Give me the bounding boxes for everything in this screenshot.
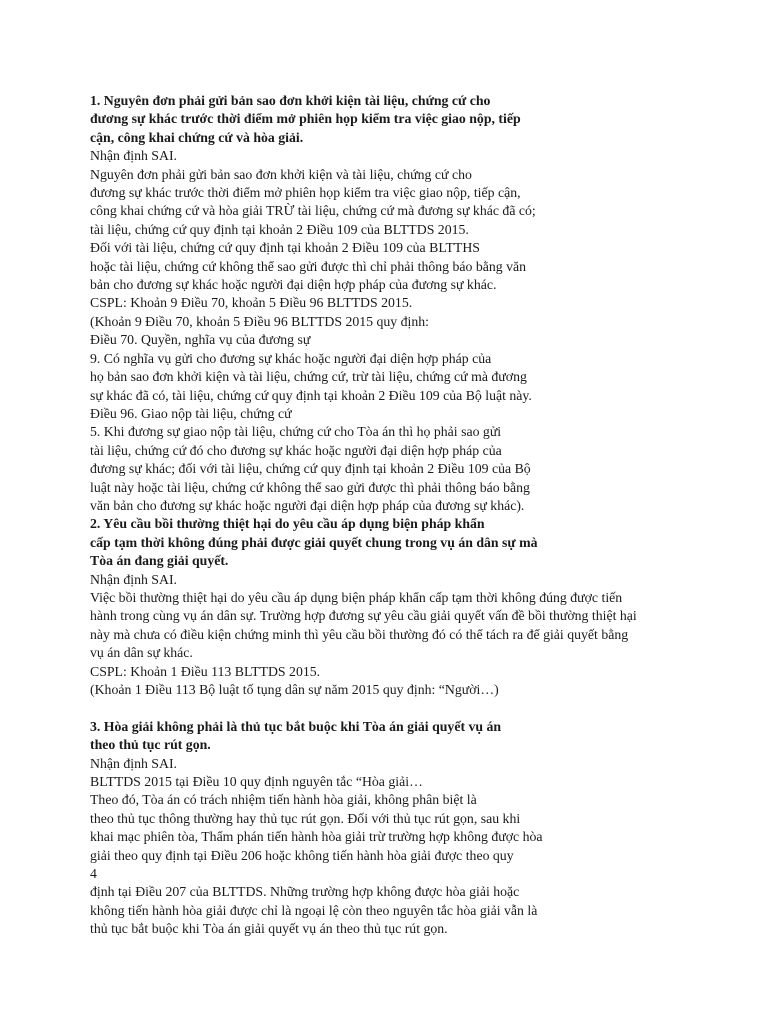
paragraph-gap: [90, 699, 710, 717]
section-heading: cận, công khai chứng cứ và hòa giải.: [90, 129, 304, 145]
body-text: tài liệu, chứng cứ đó cho đương sự khác hoặc người đại diện hợp pháp của: [90, 442, 502, 458]
document-page: [90, 92, 710, 939]
section-heading: đương sự khác trước thời điểm mở phiên họp kiểm tra việc giao nộp, tiếp: [90, 111, 521, 127]
body-text: công khai chứng cứ và hòa giải TRỪ tài liệu, chứng cứ mà đương sự khác đã có;: [90, 203, 536, 219]
body-text: họ bản sao đơn khởi kiện và tài liệu, chứng cứ, trừ tài liệu, chứng cứ mà đương: [90, 369, 527, 385]
page-number: 4: [90, 866, 97, 882]
legal-basis: CSPL: Khoản 9 Điều 70, khoản 5 Điều 96 BLTTDS 2015.: [90, 295, 413, 311]
section-1: [90, 92, 710, 515]
body-text: khai mạc phiên tòa, Thẩm phán tiến hành hòa giải trừ trường hợp không được hòa: [90, 829, 543, 845]
section-3: [90, 718, 710, 939]
body-text: không tiến hành hòa giải được chỉ là ngoại lệ còn theo nguyên tắc hòa giải vẫn là: [90, 902, 538, 918]
body-text: 9. Có nghĩa vụ gửi cho đương sự khác hoặc người đại diện hợp pháp của: [90, 350, 492, 366]
body-text: Theo đó, Tòa án có trách nhiệm tiến hành hòa giải, không phân biệt là: [90, 792, 477, 808]
body-text: Đối với tài liệu, chứng cứ quy định tại khoản 2 Điều 109 của BLTTHS: [90, 240, 480, 256]
body-text: này mà chưa có điều kiện chứng minh thì yêu cầu bồi thường đó có thể tách ra để giải quyết bằng: [90, 626, 629, 642]
body-text: luật này hoặc tài liệu, chứng cứ không thể sao gửi được thì phải thông báo bằng: [90, 479, 530, 495]
body-text: Nguyên đơn phải gửi bản sao đơn khởi kiện và tài liệu, chứng cứ cho: [90, 166, 472, 182]
body-text: thủ tục bắt buộc khi Tòa án giải quyết vụ án theo thủ tục rút gọn.: [90, 921, 448, 937]
body-text: theo thủ tục thông thường hay thủ tục rút gọn. Đối với thủ tục rút gọn, sau khi: [90, 810, 521, 826]
legal-basis: CSPL: Khoản 1 Điều 113 BLTTDS 2015.: [90, 663, 321, 679]
body-text: định tại Điều 207 của BLTTDS. Những trường hợp không được hòa giải hoặc: [90, 884, 520, 900]
article-title: Điều 70. Quyền, nghĩa vụ của đương sự: [90, 332, 311, 348]
section-heading: Tòa án đang giải quyết.: [90, 553, 229, 569]
verdict-text: Nhận định SAI.: [90, 571, 177, 587]
body-text: giải theo quy định tại Điều 206 hoặc không tiến hành hòa giải được theo quy: [90, 847, 514, 863]
verdict-text: Nhận định SAI.: [90, 755, 177, 771]
section-heading: 2. Yêu cầu bồi thường thiệt hại do yêu cầu áp dụng biện pháp khẩn: [90, 516, 485, 532]
body-text: (Khoản 1 Điều 113 Bộ luật tố tụng dân sự năm 2015 quy định: “Người…): [90, 682, 499, 697]
body-text: hành trong cùng vụ án dân sự. Trường hợp đương sự yêu cầu giải quyết vấn đề bồi thường thiệt hại: [90, 608, 637, 624]
body-text: 5. Khi đương sự giao nộp tài liệu, chứng cứ cho Tòa án thì họ phải sao gửi: [90, 424, 502, 440]
body-text: văn bản cho đương sự khác hoặc người đại diện hợp pháp của đương sự khác).: [90, 497, 525, 513]
body-text: hoặc tài liệu, chứng cứ không thể sao gửi được thì chỉ phải thông báo bằng văn: [90, 258, 527, 274]
article-title: Điều 96. Giao nộp tài liệu, chứng cứ: [90, 405, 292, 421]
body-text: vụ án dân sự khác.: [90, 645, 193, 661]
body-text: bản cho đương sự khác hoặc người đại diện hợp pháp của đương sự khác.: [90, 277, 497, 293]
verdict-text: Nhận định SAI.: [90, 148, 177, 164]
section-2: [90, 515, 710, 699]
body-text: BLTTDS 2015 tại Điều 10 quy định nguyên tắc “Hòa giải…: [90, 774, 423, 790]
body-text: đương sự khác trước thời điểm mở phiên họp kiểm tra việc giao nộp, tiếp cận,: [90, 185, 521, 201]
body-text: tài liệu, chứng cứ quy định tại khoản 2 Điều 109 của BLTTDS 2015.: [90, 221, 469, 237]
section-heading: cấp tạm thời không đúng phải được giải quyết chung trong vụ án dân sự mà: [90, 534, 538, 550]
section-heading: 1. Nguyên đơn phải gửi bản sao đơn khởi kiện tài liệu, chứng cứ cho: [90, 93, 491, 108]
section-heading: theo thủ tục rút gọn.: [90, 737, 211, 753]
body-text: đương sự khác; đối với tài liệu, chứng cứ quy định tại khoản 2 Điều 109 của Bộ: [90, 461, 531, 477]
body-text: Việc bồi thường thiệt hại do yêu cầu áp dụng biện pháp khẩn cấp tạm thời không đúng được tiến: [90, 589, 623, 605]
body-text: sự khác đã có, tài liệu, chứng cứ quy định tại khoản 2 Điều 109 của Bộ luật này.: [90, 387, 532, 403]
body-text: (Khoản 9 Điều 70, khoản 5 Điều 96 BLTTDS 2015 quy định:: [90, 313, 430, 329]
section-heading: 3. Hòa giải không phải là thủ tục bắt buộc khi Tòa án giải quyết vụ án: [90, 718, 502, 734]
